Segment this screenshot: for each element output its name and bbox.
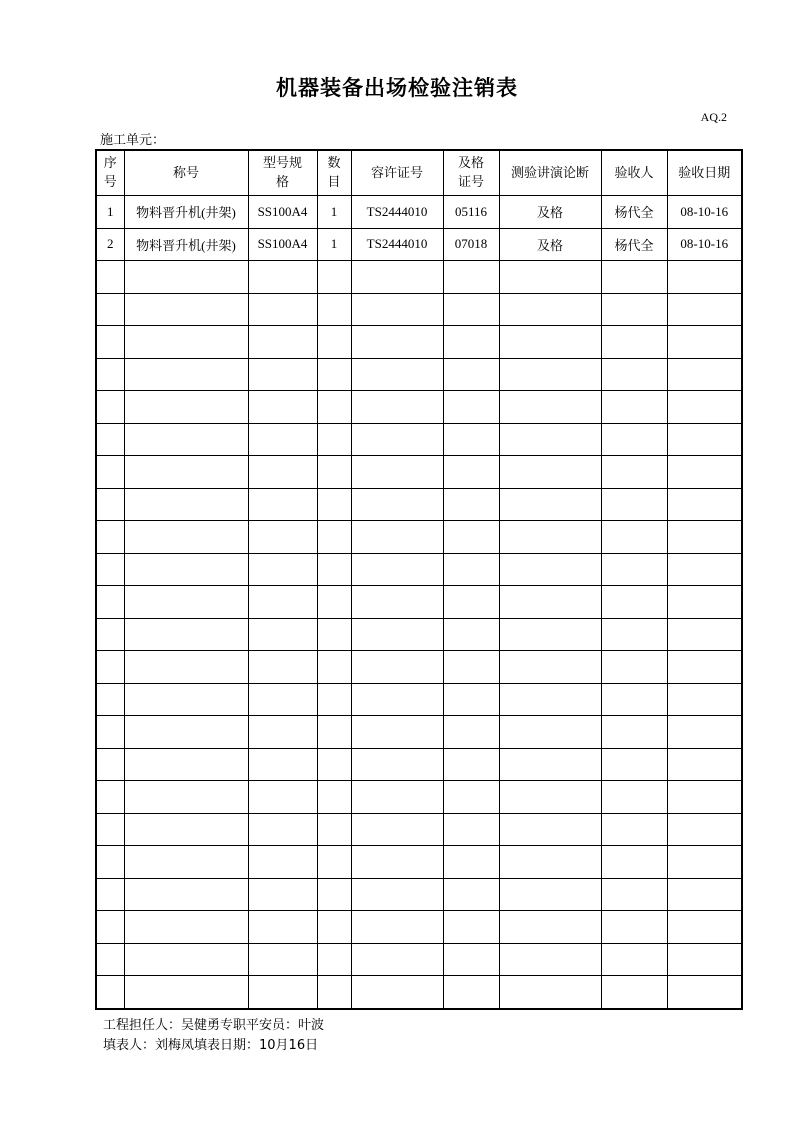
empty-cell [351,358,443,391]
empty-row [96,781,742,814]
empty-row [96,488,742,521]
empty-cell [601,553,667,586]
empty-cell [96,618,124,651]
empty-cell [601,878,667,911]
empty-cell [248,748,317,781]
empty-cell [248,911,317,944]
header-cell-name: 称号 [124,150,248,196]
empty-row [96,553,742,586]
empty-cell [248,553,317,586]
empty-cell [499,261,601,294]
empty-cell [248,521,317,554]
empty-cell [317,293,351,326]
empty-cell [351,878,443,911]
inspection-table [95,149,743,1010]
empty-cell [601,911,667,944]
empty-cell [443,261,499,294]
empty-cell [667,391,742,424]
header-cell-model: 型号规 格 [248,150,317,196]
empty-cell [96,716,124,749]
empty-cell [124,456,248,489]
empty-cell [667,586,742,619]
empty-cell [667,293,742,326]
empty-cell [351,976,443,1009]
empty-cell [601,846,667,879]
empty-cell [124,846,248,879]
empty-cell [499,943,601,976]
empty-cell [499,586,601,619]
empty-cell [667,781,742,814]
empty-cell [317,976,351,1009]
empty-row [96,813,742,846]
empty-cell [351,261,443,294]
empty-cell [667,878,742,911]
empty-cell [601,423,667,456]
cell-certificate: 07018 [443,228,499,261]
empty-cell [317,943,351,976]
cell-inspector: 杨代全 [601,196,667,229]
cell-certificate: 05116 [443,196,499,229]
empty-cell [443,586,499,619]
empty-cell [601,813,667,846]
cell-model: SS100A4 [248,196,317,229]
empty-cell [667,521,742,554]
footer-filler: 填表人：刘梅凤填表日期：10月16日 [103,1038,319,1053]
empty-cell [124,748,248,781]
empty-cell [499,618,601,651]
empty-cell [317,813,351,846]
empty-cell [317,878,351,911]
empty-cell [317,391,351,424]
empty-cell [317,358,351,391]
empty-cell [499,748,601,781]
empty-row [96,618,742,651]
table-row [96,196,742,229]
empty-cell [351,781,443,814]
empty-cell [667,456,742,489]
empty-cell [443,878,499,911]
cell-quantity: 1 [317,228,351,261]
empty-cell [499,878,601,911]
header-row [96,150,742,196]
header-cell-inspector: 验收人 [601,150,667,196]
cell-index: 2 [96,228,124,261]
empty-cell [351,813,443,846]
header-cell-permit: 容许证号 [351,150,443,196]
empty-cell [351,488,443,521]
table-row [96,228,742,261]
empty-cell [601,488,667,521]
empty-cell [248,261,317,294]
form-code: AQ.2 [700,110,727,124]
empty-cell [351,326,443,359]
empty-cell [601,976,667,1009]
empty-cell [443,976,499,1009]
empty-cell [317,618,351,651]
empty-cell [443,391,499,424]
empty-cell [124,716,248,749]
empty-cell [317,683,351,716]
empty-cell [499,781,601,814]
empty-cell [248,391,317,424]
empty-cell [443,521,499,554]
cell-name: 物料晋升机(井架) [124,228,248,261]
empty-cell [124,683,248,716]
empty-cell [601,748,667,781]
empty-cell [499,391,601,424]
empty-cell [248,423,317,456]
empty-cell [96,456,124,489]
empty-cell [601,456,667,489]
empty-cell [124,781,248,814]
empty-row [96,651,742,684]
empty-cell [443,326,499,359]
cell-name: 物料晋升机(井架) [124,196,248,229]
empty-cell [351,456,443,489]
empty-cell [351,911,443,944]
empty-row [96,326,742,359]
empty-cell [248,878,317,911]
empty-cell [499,423,601,456]
empty-cell [499,488,601,521]
empty-cell [443,618,499,651]
empty-cell [351,423,443,456]
empty-cell [96,683,124,716]
empty-cell [317,586,351,619]
empty-cell [667,326,742,359]
empty-cell [443,456,499,489]
cell-model: SS100A4 [248,228,317,261]
empty-cell [351,748,443,781]
empty-row [96,716,742,749]
empty-row [96,976,742,1009]
footer-responsible: 工程担任人：吴健勇专职平安员：叶波 [103,1018,325,1033]
empty-cell [96,586,124,619]
empty-cell [96,261,124,294]
empty-cell [499,976,601,1009]
empty-row [96,878,742,911]
cell-conclusion: 及格 [499,228,601,261]
cell-date: 08-10-16 [667,228,742,261]
empty-cell [248,586,317,619]
header-cell-index: 序 号 [96,150,124,196]
empty-row [96,391,742,424]
empty-row [96,293,742,326]
empty-cell [96,488,124,521]
empty-cell [96,748,124,781]
empty-cell [499,651,601,684]
cell-quantity: 1 [317,196,351,229]
empty-cell [667,553,742,586]
empty-cell [248,846,317,879]
empty-cell [96,846,124,879]
empty-cell [317,488,351,521]
empty-row [96,846,742,879]
empty-cell [248,618,317,651]
empty-cell [96,326,124,359]
cell-conclusion: 及格 [499,196,601,229]
empty-cell [601,521,667,554]
empty-cell [248,683,317,716]
empty-cell [317,326,351,359]
unit-label: 施工单元： [100,133,166,148]
cell-permit: TS2444010 [351,196,443,229]
empty-cell [248,326,317,359]
empty-cell [124,943,248,976]
empty-cell [124,878,248,911]
empty-cell [601,293,667,326]
empty-cell [667,813,742,846]
empty-row [96,358,742,391]
page-title: 机器装备出场检验注销表 [276,75,518,100]
empty-cell [601,586,667,619]
empty-cell [499,553,601,586]
empty-cell [351,716,443,749]
empty-cell [317,781,351,814]
empty-row [96,261,742,294]
empty-cell [499,358,601,391]
empty-cell [351,683,443,716]
empty-cell [96,878,124,911]
empty-cell [96,358,124,391]
empty-cell [499,683,601,716]
empty-cell [124,651,248,684]
empty-cell [499,716,601,749]
header-cell-certificate: 及格 证号 [443,150,499,196]
empty-cell [601,781,667,814]
empty-cell [499,456,601,489]
empty-cell [96,521,124,554]
empty-cell [317,521,351,554]
empty-cell [667,423,742,456]
empty-cell [317,261,351,294]
empty-cell [248,456,317,489]
empty-cell [667,618,742,651]
empty-cell [96,943,124,976]
empty-cell [667,748,742,781]
empty-cell [499,326,601,359]
empty-cell [667,976,742,1009]
empty-cell [248,976,317,1009]
empty-cell [96,553,124,586]
empty-row [96,423,742,456]
empty-cell [124,488,248,521]
empty-cell [124,521,248,554]
empty-cell [667,716,742,749]
empty-cell [351,943,443,976]
empty-cell [351,651,443,684]
empty-cell [443,423,499,456]
empty-cell [317,651,351,684]
empty-cell [124,976,248,1009]
empty-cell [96,293,124,326]
empty-cell [96,781,124,814]
empty-cell [351,391,443,424]
cell-date: 08-10-16 [667,196,742,229]
empty-cell [443,358,499,391]
empty-cell [667,358,742,391]
empty-cell [443,943,499,976]
empty-cell [124,911,248,944]
empty-cell [124,813,248,846]
empty-cell [443,488,499,521]
empty-cell [443,553,499,586]
empty-cell [667,651,742,684]
empty-cell [443,683,499,716]
empty-cell [351,846,443,879]
empty-cell [248,943,317,976]
empty-cell [667,943,742,976]
empty-cell [601,261,667,294]
empty-cell [96,813,124,846]
empty-cell [351,586,443,619]
empty-cell [601,943,667,976]
header-cell-conclusion: 测验讲演论断 [499,150,601,196]
cell-inspector: 杨代全 [601,228,667,261]
empty-cell [248,813,317,846]
empty-cell [248,488,317,521]
empty-cell [601,358,667,391]
empty-cell [96,391,124,424]
empty-cell [667,683,742,716]
empty-cell [351,293,443,326]
empty-cell [317,456,351,489]
empty-cell [499,846,601,879]
empty-cell [96,423,124,456]
empty-cell [96,976,124,1009]
empty-cell [667,846,742,879]
empty-row [96,521,742,554]
empty-cell [124,261,248,294]
header-cell-date: 验收日期 [667,150,742,196]
empty-cell [317,423,351,456]
empty-cell [124,553,248,586]
empty-cell [317,748,351,781]
empty-cell [96,651,124,684]
empty-cell [317,911,351,944]
empty-cell [667,488,742,521]
empty-row [96,748,742,781]
empty-row [96,911,742,944]
empty-cell [351,521,443,554]
empty-row [96,586,742,619]
empty-cell [248,781,317,814]
empty-cell [443,781,499,814]
empty-cell [248,358,317,391]
empty-cell [443,651,499,684]
empty-cell [499,293,601,326]
empty-cell [601,651,667,684]
empty-cell [667,911,742,944]
empty-cell [443,911,499,944]
empty-cell [443,813,499,846]
empty-cell [317,846,351,879]
empty-cell [317,553,351,586]
empty-cell [601,391,667,424]
empty-cell [601,326,667,359]
empty-cell [96,911,124,944]
cell-permit: TS2444010 [351,228,443,261]
empty-cell [499,813,601,846]
empty-cell [248,716,317,749]
empty-cell [124,391,248,424]
empty-cell [317,716,351,749]
empty-cell [443,846,499,879]
empty-row [96,683,742,716]
cell-index: 1 [96,196,124,229]
empty-cell [443,293,499,326]
empty-cell [248,293,317,326]
header-cell-quantity: 数 目 [317,150,351,196]
empty-cell [499,521,601,554]
empty-cell [499,911,601,944]
empty-row [96,943,742,976]
empty-cell [124,326,248,359]
empty-cell [667,261,742,294]
empty-cell [124,358,248,391]
empty-cell [124,618,248,651]
empty-cell [351,618,443,651]
empty-cell [351,553,443,586]
empty-cell [443,716,499,749]
empty-cell [124,586,248,619]
empty-cell [248,651,317,684]
empty-row [96,456,742,489]
empty-cell [601,683,667,716]
empty-cell [601,618,667,651]
empty-cell [443,748,499,781]
empty-cell [124,293,248,326]
empty-cell [124,423,248,456]
empty-cell [601,716,667,749]
